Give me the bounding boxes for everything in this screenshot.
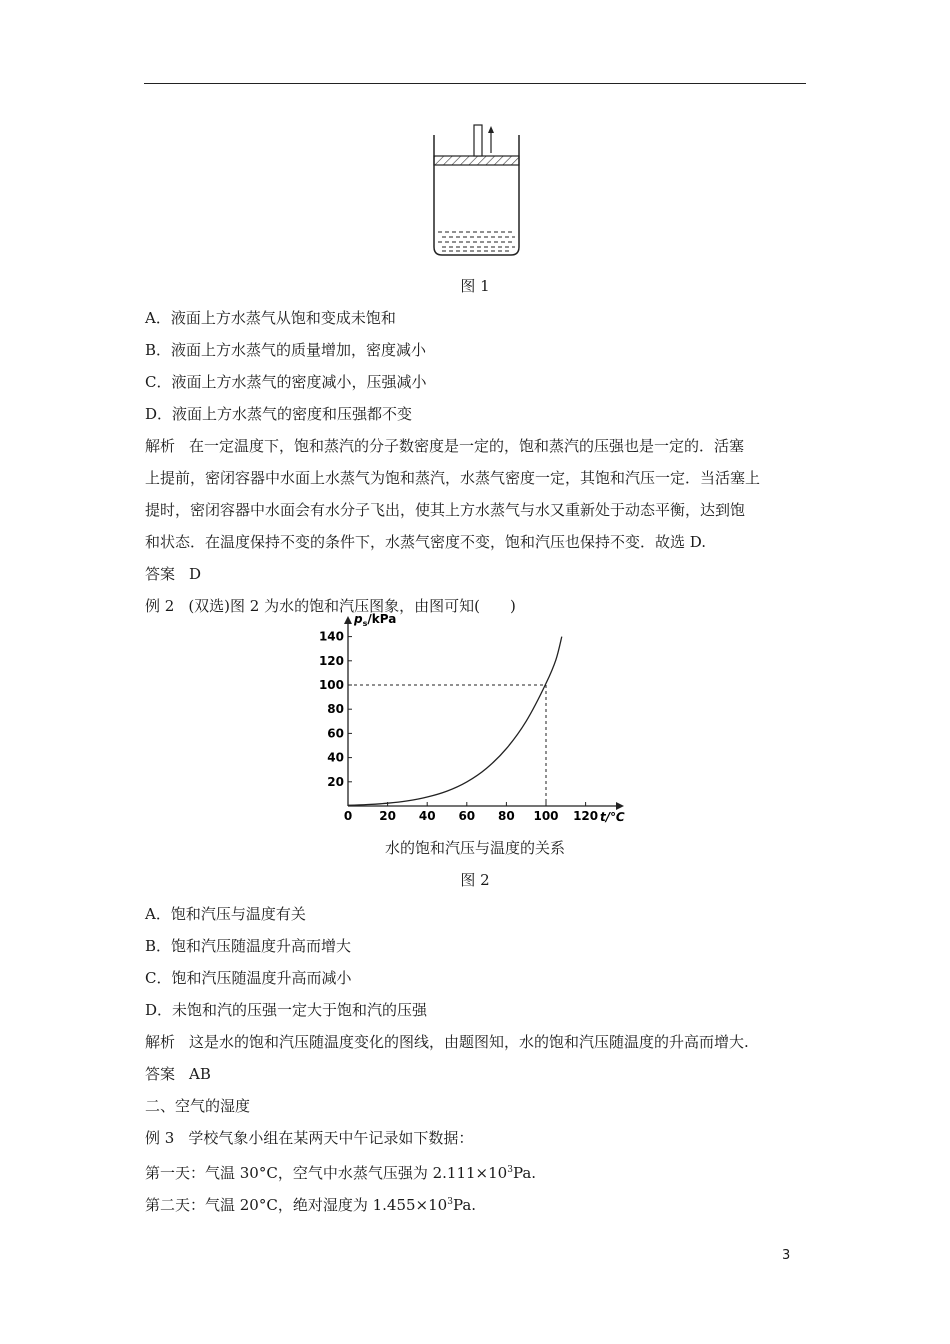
q2-option-b: B．饱和汽压随温度升高而增大: [145, 937, 352, 955]
y-tick-label: 60: [327, 726, 344, 741]
figure-1-cylinder: [420, 120, 530, 265]
x-axis-arrow: [616, 802, 624, 810]
x-tick-label: 20: [379, 809, 396, 823]
q2-stem: 例 2 (双选)图 2 为水的饱和汽压图象，由图可知( ): [145, 597, 516, 615]
x-tick-label: 100: [533, 809, 559, 823]
y-tick-label: 120: [318, 653, 344, 668]
page-number: 3: [782, 1248, 791, 1263]
q1-analysis-line-3: 提时，密闭容器中水面会有水分子飞出，使其上方水蒸气与水又重新处于动态平衡，达到饱: [145, 501, 746, 519]
y-tick-label: 20: [327, 774, 344, 789]
q2-stem-label: 例 2: [145, 597, 175, 615]
x-tick-label: 0: [343, 809, 353, 823]
x-tick-label: 120: [573, 809, 599, 823]
q2-analysis: 解析 这是水的饱和汽压随温度变化的图线，由题图知，水的饱和汽压随温度的升高而增大.: [145, 1033, 749, 1051]
q2-option-c: C．饱和汽压随温度升高而减小: [145, 969, 352, 987]
q1-answer-label: 答案: [145, 565, 176, 583]
y-tick-label: 80: [327, 702, 344, 717]
q2-answer-label: 答案: [145, 1065, 176, 1083]
y-axis-arrow: [344, 616, 352, 624]
y-tick-label: 40: [327, 750, 344, 765]
figure-1-caption: 图 1: [460, 277, 490, 295]
x-tick-label: 40: [418, 809, 436, 823]
header-rule: [144, 83, 806, 84]
q1-option-b: B．液面上方水蒸气的质量增加，密度减小: [145, 341, 427, 359]
q2-analysis-label: 解析: [145, 1033, 176, 1051]
section-heading: 二、空气的湿度: [145, 1097, 251, 1115]
q1-analysis-line-4: 和状态．在温度保持不变的条件下，水蒸气密度不变，饱和汽压也保持不变．故选 D.: [145, 533, 707, 551]
figure-2-caption: 图 2: [460, 871, 490, 889]
y-tick-label: 140: [318, 629, 344, 644]
x-axis-label: t/℃: [600, 810, 625, 824]
q1-option-d: D．液面上方水蒸气的密度和压强都不变: [145, 405, 413, 423]
example-3-label: 例 3: [145, 1129, 175, 1147]
x-tick-label: 60: [458, 809, 476, 823]
q1-analysis-line-2: 上提前，密闭容器中水面上水蒸气为饱和蒸汽，水蒸气密度一定，其饱和汽压一定．当活塞上: [145, 469, 761, 487]
figure-2-subtitle: 水的饱和汽压与温度的关系: [384, 839, 565, 857]
saturation-pressure-chart: [318, 612, 636, 830]
q1-analysis-line-1: 解析 在一定温度下，饱和蒸汽的分子数密度是一定的，饱和蒸汽的压强也是一定的．活塞: [145, 437, 745, 455]
q2-answer-value: AB: [189, 1065, 211, 1083]
q1-option-a: A．液面上方水蒸气从饱和变成未饱和: [145, 309, 396, 327]
day-1-record: 第一天：气温 30°C，空气中水蒸气压强为 $2.111\times 10^3Pa$.: [145, 1164, 537, 1182]
y-tick-label: 100: [318, 678, 344, 692]
q2-option-d: D．未饱和汽的压强一定大于饱和汽的压强: [145, 1001, 428, 1019]
q1-analysis-label: 解析: [145, 437, 176, 455]
q2-option-a: A．饱和汽压与温度有关: [145, 905, 306, 923]
q1-option-c: C．液面上方水蒸气的密度减小，压强减小: [145, 373, 427, 391]
y-axis-label: $p_s$/kPa: [354, 612, 397, 628]
q1-answer: [145, 564, 201, 584]
x-tick-label: 80: [498, 809, 515, 823]
q2-answer: [145, 1064, 211, 1084]
example-3: 例 3 学校气象小组在某两天中午记录如下数据：: [145, 1129, 474, 1147]
series-line: [348, 637, 562, 806]
q1-answer-value: D: [189, 565, 202, 583]
day-2-record: 第二天：气温 20°C，绝对湿度为 $1.455\times 10^3Pa$.: [145, 1196, 477, 1214]
